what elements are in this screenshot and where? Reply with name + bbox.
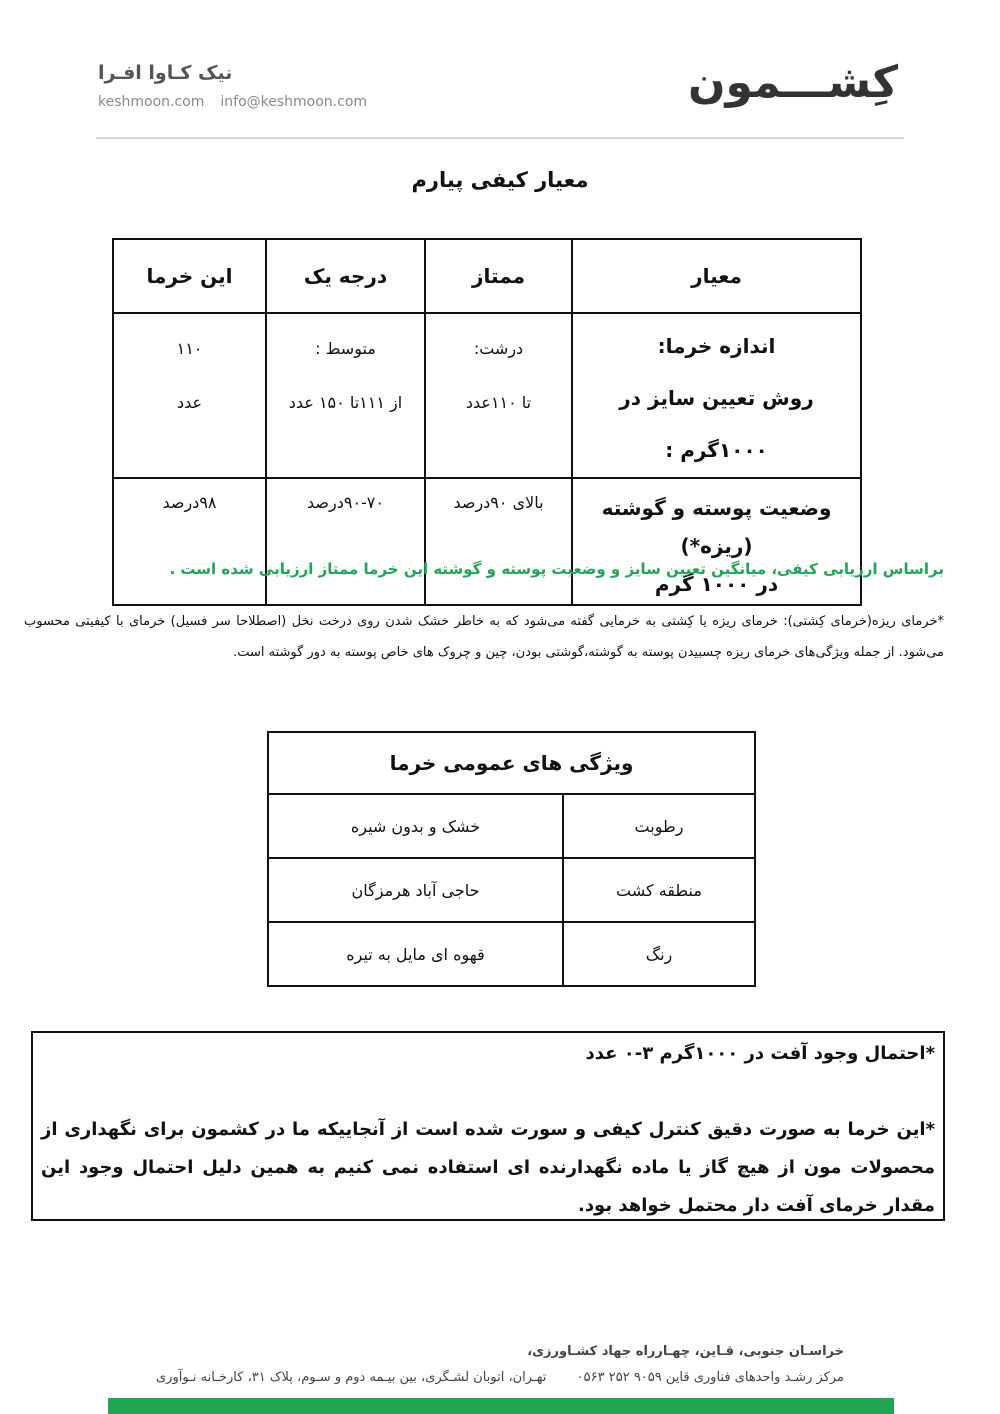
evaluation-result: براساس ارزیابی کیفی، میانگین تعیین سایز و وضعیت پوسته و گوشته این خرما ممتاز ارزیابی شده است . [169, 560, 944, 578]
features-header-row [268, 732, 755, 794]
quality-table [112, 238, 862, 606]
footer-address-south: خراسـان جنوبی، قـاین، چهـارراه جهاد کشـاورزی، [527, 1344, 844, 1359]
company-name: نیک کـاوا افـرا [98, 62, 233, 84]
features-title: ویژگی های عمومی خرما [268, 732, 755, 794]
email-link[interactable]: info@keshmoon.com [220, 94, 368, 110]
this-date-size: ۱۱۰ عدد [113, 313, 266, 478]
features-table [267, 731, 756, 987]
feature-key: منطقه کشت [563, 858, 755, 922]
footer-address-tehran: تهـران، اتوبان لشـگری، بین بیـمه دوم و سـوم، پلاک ۳۱، کارخـانه نـوآوری [156, 1370, 547, 1385]
pest-probability: *احتمال وجود آفت در ۱۰۰۰گرم ۳-۰ عدد [585, 1043, 935, 1064]
brand-logo [688, 48, 908, 118]
footnote: *خرمای ریزه(خرمای کِشتی): خرمای ریزه یا کِشتی به خرمایی گفته می‌شود که به خاطر خشک شدن روی درخت نخل (اصطلاحا سر فسیل) خرمای با کیفیتی محسوب می‌شود. از جمله ویژگی‌های خرمای ریزه چسبیدن پوسته به گوشته،گوشتی بودن، چین و چروک های خاص پوسته به دور گوشته است. [24, 614, 944, 660]
excellent-size: درشت: تا ۱۱۰عدد [425, 313, 572, 478]
table-row [113, 478, 861, 605]
footer-center-phone: مرکز رشـد واحدهای فناوری قاین ۹۰۵۹ ۲۵۲ ۰۵۶۳ [576, 1370, 844, 1385]
criterion-skin: وضعیت پوسته و گوشته (ریزه*) در ۱۰۰۰ گرم [572, 478, 861, 605]
feature-key: رنگ [563, 922, 755, 986]
grade1-size: متوسط : از ۱۱۱تا ۱۵۰ عدد [266, 313, 425, 478]
table-row [268, 858, 755, 922]
pest-explanation: *این خرما به صورت دقیق کنترل کیفی و سورت شده است از آنجاییکه ما در کشمون برای نگهداری از محصولات مون از هیچ گاز یا ماده نگهدارنده ای استفاده نمی کنیم به همین دلیل احتمال وجود این مقدار خرمای آفت دار محتمل خواهد بود. [41, 1119, 935, 1216]
table-row [268, 794, 755, 858]
table-header-row [113, 239, 861, 313]
feature-value: حاجی آباد هرمزگان [268, 858, 563, 922]
header-divider [96, 137, 904, 139]
website-link[interactable]: keshmoon.com [98, 94, 205, 110]
feature-key: رطوبت [563, 794, 755, 858]
header-grade1: درجه یک [266, 239, 425, 313]
table-row [113, 313, 861, 478]
header-this-date: این خرما [113, 239, 266, 313]
pest-info-box [31, 1031, 945, 1221]
table-row [268, 922, 755, 986]
header-criterion: معیار [572, 239, 861, 313]
page-title: معیار کیفی پیارم [411, 168, 589, 192]
excellent-skin: بالای ۹۰درصد [425, 478, 572, 605]
grade1-skin: ۹۰-۷۰درصد [266, 478, 425, 605]
criterion-size: اندازه خرما: روش تعیین سایز در ۱۰۰۰گرم : [572, 313, 861, 478]
footer-bar [108, 1398, 894, 1414]
contact-info [98, 94, 367, 110]
feature-value: خشک و بدون شیره [268, 794, 563, 858]
header-excellent: ممتاز [425, 239, 572, 313]
feature-value: قهوه ای مایل به تیره [268, 922, 563, 986]
this-date-skin: ۹۸درصد [113, 478, 266, 605]
brand-name: کِشـــمون [688, 57, 899, 108]
